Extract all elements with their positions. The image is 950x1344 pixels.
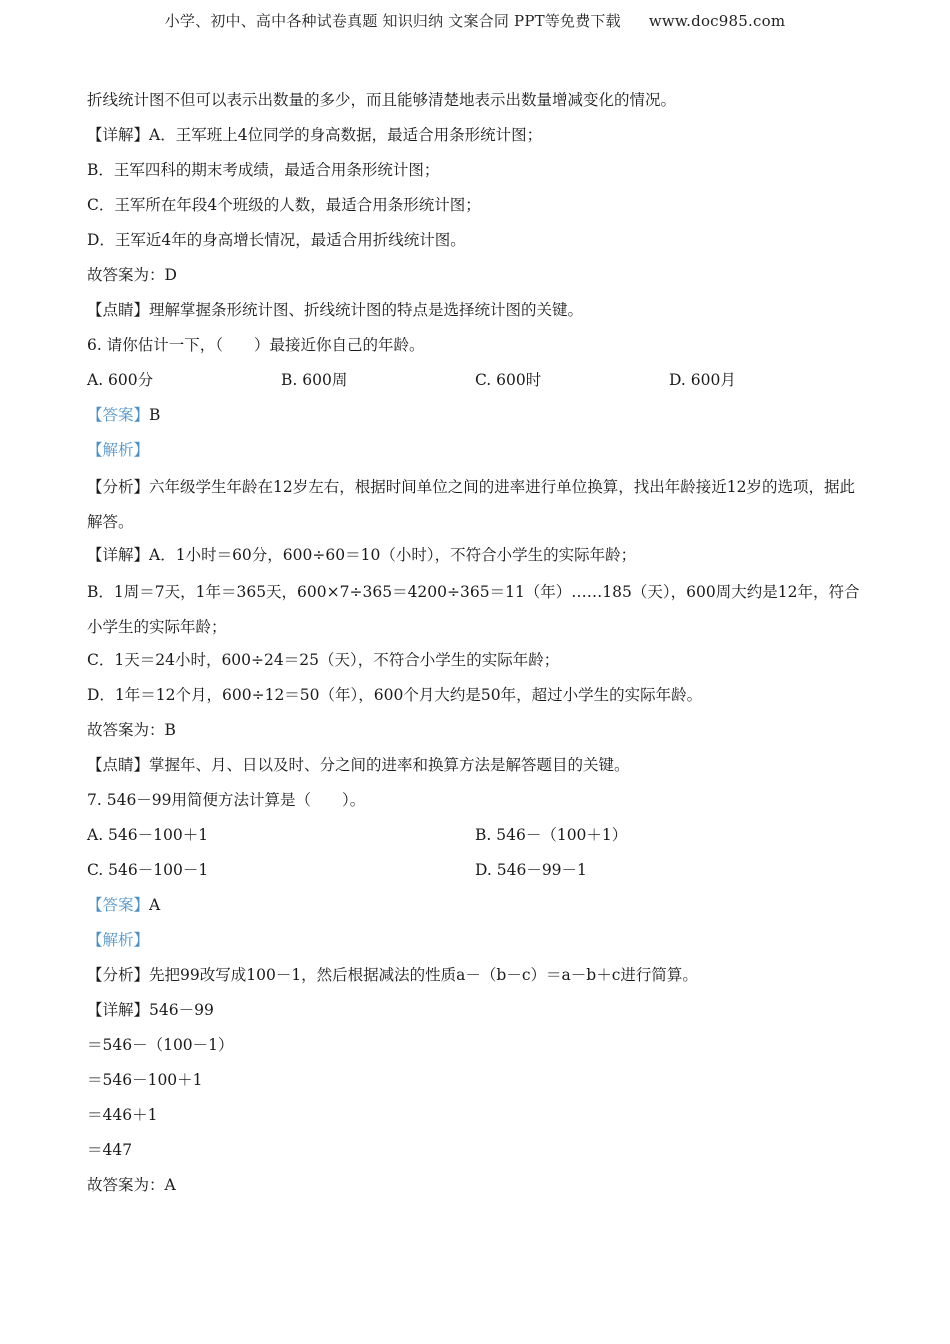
q5-detail-a: 【详解】A．王军班上4位同学的身高数据，最适合用条形统计图；: [87, 126, 543, 144]
q7-detail: 【详解】546－99: [87, 1001, 214, 1019]
q6-option-c: C. 600时: [475, 371, 542, 389]
q7-conclusion: 故答案为：A: [87, 1176, 176, 1194]
page-header: [0, 10, 950, 31]
q7-option-c: C. 546－100－1: [87, 861, 209, 879]
q6-answer: 【答案】B: [87, 406, 161, 424]
document-body: [87, 85, 867, 1205]
answer-tag: 【答案】: [87, 406, 150, 424]
q7-analysis-tag: 【解析】: [87, 931, 150, 949]
q6-conclusion: 故答案为：B: [87, 721, 176, 739]
q6-option-b: B. 600周: [281, 371, 348, 389]
q7-step-1: ＝546－（100－1）: [87, 1036, 234, 1054]
q6-tip: 【点睛】掌握年、月、日以及时、分之间的进率和换算方法是解答题目的关键。: [87, 756, 630, 774]
q5-detail-d: D．王军近4年的身高增长情况，最适合用折线统计图。: [87, 231, 466, 249]
q7-analysis: 【分析】先把99改写成100－1，然后根据减法的性质a－（b－c）＝a－b＋c进行简算。: [87, 966, 698, 984]
q7-question: 7. 546－99用简便方法计算是（ ）。: [87, 791, 366, 809]
tip-tag: 【点睛】: [87, 756, 150, 774]
q7-step-4: ＝447: [87, 1141, 133, 1159]
header-site-link[interactable]: www.doc985.com: [648, 12, 786, 30]
q6-detail-a: 【详解】A．1小时＝60分，600÷60＝10（小时），不符合小学生的实际年龄；: [87, 546, 637, 564]
q7-step-2: ＝546－100＋1: [87, 1071, 203, 1089]
detail-tag: 【详解】: [87, 126, 150, 144]
q6-detail-b: B．1周＝7天，1年＝365天，600×7÷365＝4200÷365＝11（年）……185（天），600周大约是12年，符合小学生的实际年龄；: [87, 583, 860, 636]
q6-options: [87, 365, 867, 400]
q5-conclusion: 故答案为：D: [87, 266, 177, 284]
q7-answer: 【答案】A: [87, 896, 161, 914]
detail-tag: 【详解】: [87, 1001, 150, 1019]
q7-option-d: D. 546－99－1: [475, 861, 587, 879]
header-text: 小学、初中、高中各种试卷真题 知识归纳 文案合同 PPT等免费下载: [164, 12, 621, 30]
detail-tag: 【详解】: [87, 546, 150, 564]
q6-analysis-tag: 【解析】: [87, 441, 150, 459]
q6-analysis: 【分析】六年级学生年龄在12岁左右，根据时间单位之间的进率进行单位换算，找出年龄接近12岁的选项，据此解答。: [87, 478, 855, 531]
q7-step-3: ＝446＋1: [87, 1106, 158, 1124]
q6-option-a: A. 600分: [87, 371, 154, 389]
q5-detail-b: B．王军四科的期末考成绩，最适合用条形统计图；: [87, 161, 440, 179]
q7-options-row-1: [87, 820, 867, 855]
analysis-head-tag: 【分析】: [87, 478, 150, 496]
answer-tag: 【答案】: [87, 896, 150, 914]
q6-option-d: D. 600月: [669, 371, 736, 389]
q5-tip: 【点睛】理解掌握条形统计图、折线统计图的特点是选择统计图的关键。: [87, 301, 584, 319]
q7-options-row-2: [87, 855, 867, 890]
tip-tag: 【点睛】: [87, 301, 150, 319]
q5-intro: 折线统计图不但可以表示出数量的多少，而且能够清楚地表示出数量增减变化的情况。: [87, 91, 677, 109]
q7-option-b: B. 546－（100＋1）: [475, 826, 628, 844]
q6-question: 6. 请你估计一下，（ ）最接近你自己的年龄。: [87, 336, 425, 354]
q6-detail-c: C．1天＝24小时，600÷24＝25（天），不符合小学生的实际年龄；: [87, 651, 560, 669]
q5-detail-c: C．王军所在年段4个班级的人数，最适合用条形统计图；: [87, 196, 481, 214]
analysis-head-tag: 【分析】: [87, 966, 150, 984]
q7-option-a: A. 546－100＋1: [87, 826, 209, 844]
q6-detail-d: D．1年＝12个月，600÷12＝50（年），600个月大约是50年，超过小学生的实际年龄。: [87, 686, 703, 704]
